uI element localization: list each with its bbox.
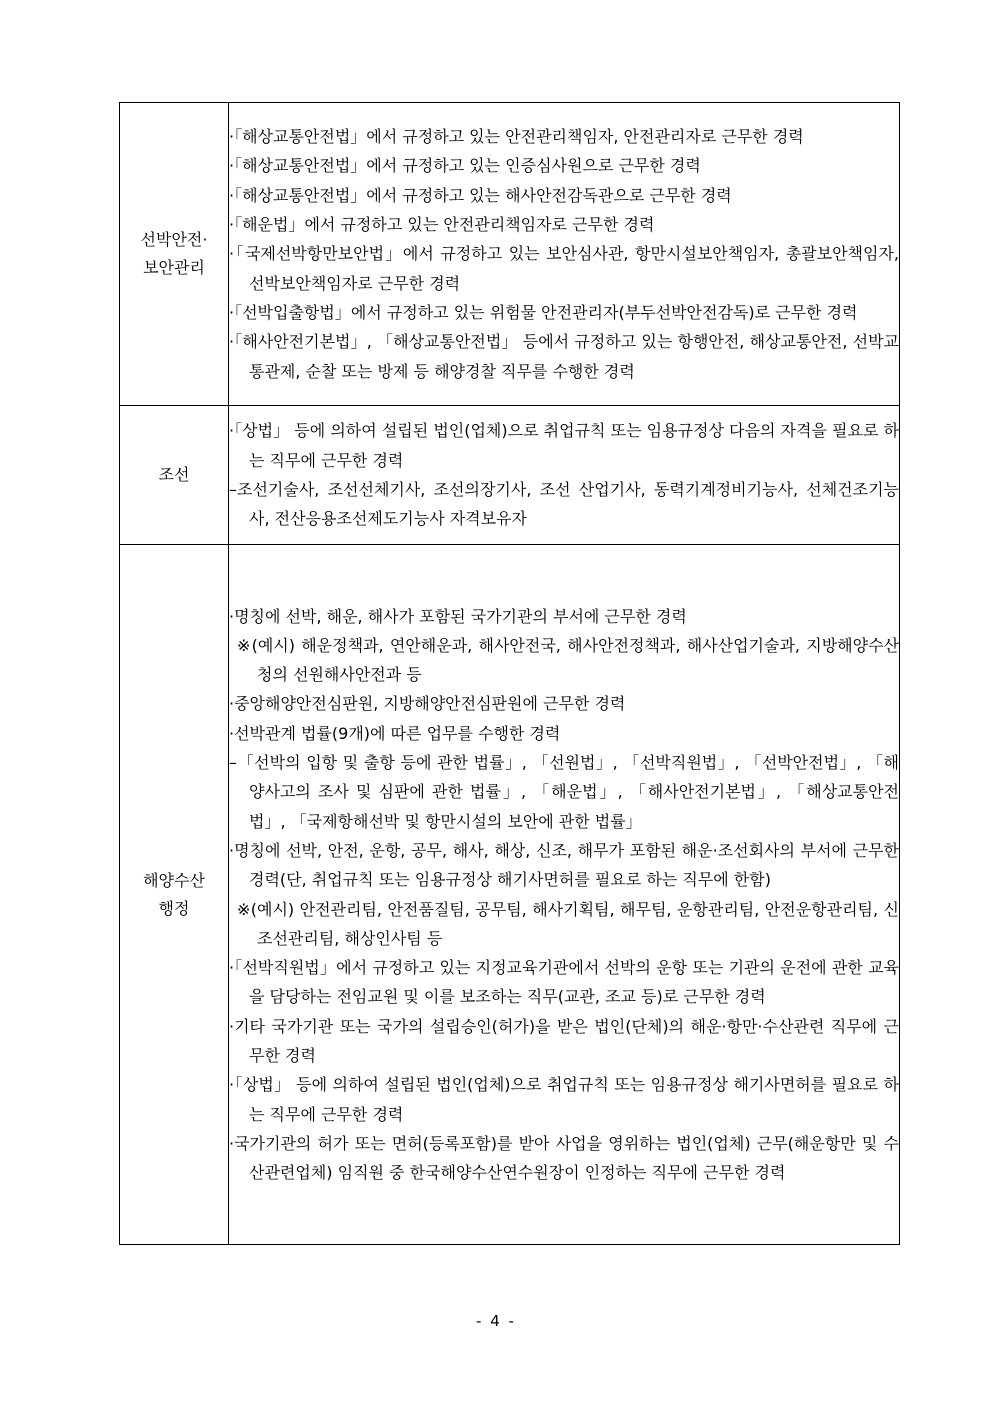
category-label: 보안관리 [143,258,205,277]
example-note: ※(예시) 안전관리팀, 안전품질팀, 공무팀, 해사기획팀, 해무팀, 운항관리팀, 안전운항관리팀, 신조선관리팀, 해상인사팀 등 [237,899,899,948]
list-item: ·「선박입출항법」에서 규정하고 있는 위험물 안전관리자(부두선박안전감독)로 근무한 경력 [229,302,858,322]
category-cell [120,103,229,406]
qualification-table [119,102,900,1245]
list-item: ·「해운법」에서 규정하고 있는 안전관리책임자로 근무한 경력 [229,215,655,235]
list-item: –조선기술사, 조선선체기사, 조선의장기사, 조선 산업기사, 동력기계정비기능사, 선체건조기능사, 전산응용조선제도기능사 자격보유자 [229,480,899,529]
list-item: ·「해사안전기본법」, 「해상교통안전법」 등에서 규정하고 있는 항행안전, 해상교통안전, 선박교통관제, 순찰 또는 방제 등 해양경찰 직무를 수행한 경력 [229,332,899,381]
content-cell [229,103,900,406]
table-row [120,103,900,406]
list-item: ·명칭에 선박, 해운, 해사가 포함된 국가기관의 부서에 근무한 경력 [229,606,687,626]
list-item: –「선박의 입항 및 출항 등에 관한 법률」, 「선원법」, 「선박직원법」, 「선박안전법」, 「해양사고의 조사 및 심판에 관한 법률」, 「해운법」, 「해사안전기본법」, 「해상교통안전법」, 「국제항해선박 및 항만시설의 보안에 관한 법률」 [229,753,899,831]
list-item: ·기타 국가기관 또는 국가의 설립승인(허가)을 받은 법인(단체)의 해운·항만·수산관련 직무에 근무한 경력 [229,1016,899,1065]
list-item: ·중앙해양안전심판원, 지방해양안전심판원에 근무한 경력 [229,694,626,714]
list-item: ·「국제선박항만보안법」에서 규정하고 있는 보안심사관, 항만시설보안책임자, 총괄보안책임자, 선박보안책임자로 근무한 경력 [229,244,899,293]
table-row [120,406,900,545]
category-label: 선박안전· [140,230,208,249]
example-note: ※(예시) 해운정책과, 연안해운과, 해사안전국, 해사안전정책과, 해사산업기술과, 지방해양수산청의 선원해사안전과 등 [237,635,899,685]
category-label: 조선 [158,465,190,484]
list-item: ·「해상교통안전법」에서 규정하고 있는 인증심사원으로 근무한 경력 [229,156,701,176]
list-item: ·「선박직원법」에서 규정하고 있는 지정교육기관에서 선박의 운항 또는 기관의 운전에 관한 교육을 담당하는 전임교원 및 이를 보조하는 직무(교관, 조교 등)로 근무한 경력 [229,958,899,1007]
list-item: ·「상법」 등에 의하여 설립된 법인(업체)으로 취업규칙 또는 임용규정상 해기사면허를 필요로 하는 직무에 근무한 경력 [229,1075,899,1124]
category-cell [120,545,229,1245]
page-number: - 4 - [476,1312,516,1330]
list-item: ·국가기관의 허가 또는 면허(등록포함)를 받아 사업을 영위하는 법인(업체) 근무(해운항만 및 수산관련업체) 임직원 중 한국해양수산연수원장이 인정하는 직무에 근무한 경력 [229,1133,899,1183]
list-item: ·선박관계 법률(9개)에 따른 업무를 수행한 경력 [229,723,561,743]
content-cell [229,406,900,545]
category-label: 행정 [158,898,190,918]
table-row [120,545,900,1245]
list-item: ·「해상교통안전법」에서 규정하고 있는 해사안전감독관으로 근무한 경력 [229,185,732,205]
list-item: ·명칭에 선박, 안전, 운항, 공무, 해사, 해상, 신조, 해무가 포함된 해운·조선회사의 부서에 근무한 경력(단, 취업규칙 또는 임용규정상 해기사면허를 필요로 하는 직무에 한함) [229,840,899,890]
content-cell [229,545,900,1245]
category-label: 해양수산 [143,870,205,890]
list-item: ·「해상교통안전법」에서 규정하고 있는 안전관리책임자, 안전관리자로 근무한 경력 [229,127,804,147]
category-cell [120,406,229,545]
list-item: ·「상법」 등에 의하여 설립된 법인(업체)으로 취업규칙 또는 임용규정상 다음의 자격을 필요로 하는 직무에 근무한 경력 [229,421,899,470]
